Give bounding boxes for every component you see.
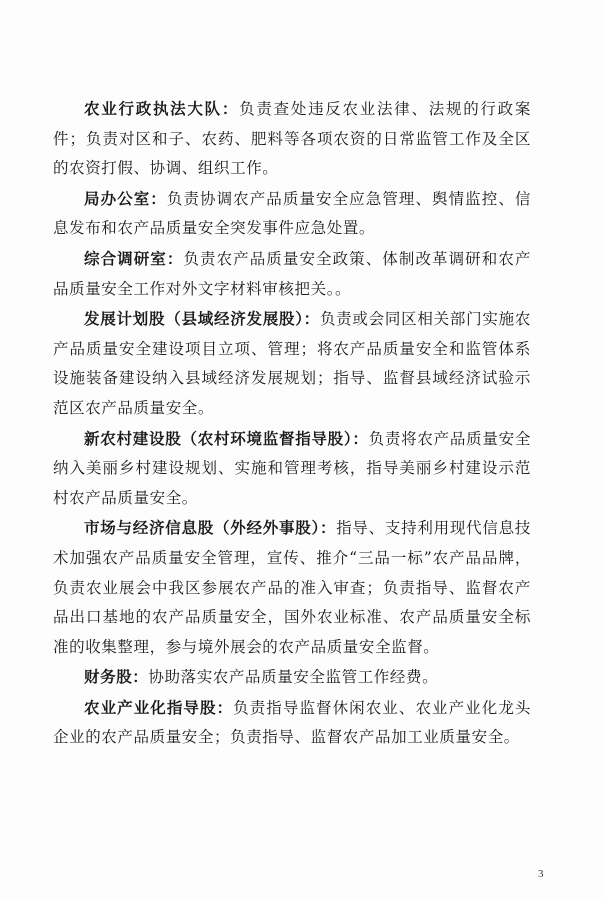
paragraph-text: 指导、支持利用现代信息技术加强农产品质量安全管理，宣传、推介“三品一标”农产品品牌，负责农业展会中我区参展农产品的准入审查；负责指导、监督农产品出口基地的农产品质量安全，国外农业标准、农产品质量安全标准的收集整理，参与境外展会的农产品质量安全监督。 — [53, 519, 531, 656]
paragraph-heading: 发展计划股（县域经济发展股）： — [84, 309, 320, 329]
paragraph-finance — [53, 662, 531, 693]
paragraph-heading: 农业产业化指导股： — [84, 697, 234, 717]
paragraph-text: 负责农产品质量安全政策、体制改革调研和农产品质量安全工作对外文字材料审核把关。。 — [53, 249, 531, 298]
paragraph-new-countryside — [53, 424, 531, 514]
paragraph-research-office — [53, 244, 531, 304]
paragraph-heading: 财务股： — [84, 667, 149, 687]
paragraph-heading: 新农村建设股（农村环境监督指导股）： — [84, 428, 369, 448]
document-body — [53, 94, 531, 753]
paragraph-law-enforcement-brigade — [53, 94, 531, 184]
paragraph-text: 负责查处违反农业法律、法规的行政案件；负责对区和子、农药、肥料等各项农资的日常监管工作及全区的农资打假、协调、组织工作。 — [53, 100, 531, 178]
paragraph-text: 协助落实农产品质量安全监管工作经费。 — [148, 668, 439, 687]
page-number: 3 — [538, 868, 544, 880]
paragraph-heading: 市场与经济信息股（外经外事股）： — [84, 518, 337, 538]
paragraph-text: 负责指导监督休闲农业、农业产业化龙头企业的农产品质量安全；负责指导、监督农产品加工业质量安全。 — [53, 698, 531, 747]
paragraph-text: 负责或会同区相关部门实施农产品质量安全建设项目立项、管理；将农产品质量安全和监管体系设施装备建设纳入县域经济发展规划；指导、监督县域经济试验示范区农产品质量安全。 — [53, 310, 531, 417]
paragraph-development-planning — [53, 304, 531, 423]
paragraph-bureau-office — [53, 184, 531, 244]
paragraph-text: 负责协调农产品质量安全应急管理、舆情监控、信息发布和农产品质量安全突发事件应急处置。 — [53, 189, 531, 238]
paragraph-market-economic-info — [53, 513, 531, 662]
paragraph-heading: 局办公室： — [84, 188, 167, 208]
paragraph-heading: 综合调研室： — [84, 248, 184, 268]
paragraph-industrialization — [53, 693, 531, 753]
paragraph-text: 负责将农产品质量安全纳入美丽乡村建设规划、实施和管理考核，指导美丽乡村建设示范村农产品质量安全。 — [53, 429, 531, 507]
paragraph-heading: 农业行政执法大队： — [84, 99, 240, 118]
